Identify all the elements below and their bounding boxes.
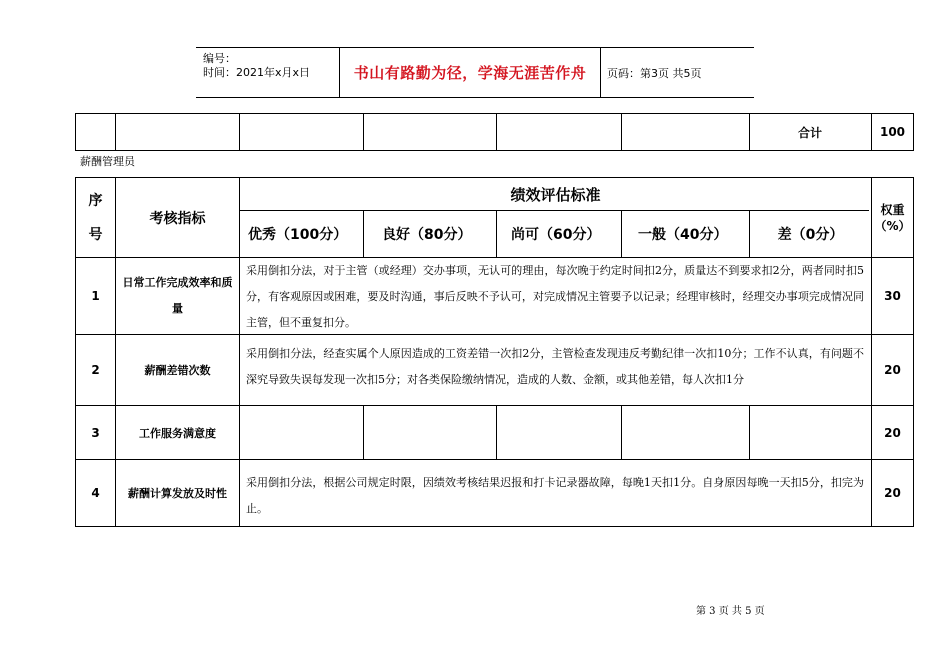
row-indicator: 薪酬计算发放及时性 [128,487,227,500]
grade-good: 良好（80分） [382,227,472,243]
row-weight: 20 [884,425,901,440]
row-standard: 采用倒扣分法，经查实属个人原因造成的工资差错一次扣2分，主管检查发现违反考勤纪律一次扣10分；工作不认真，有问题不深究导致失误每发现一次扣5分；对各类保险缴纳情况，造成的人数、金额，或其他差错，每人次扣1分 [246,347,864,386]
row-number: 3 [91,425,100,440]
col-seq-header: 序号 [88,192,103,243]
row-number: 4 [91,486,100,500]
grade-poor: 差（0分） [777,227,844,243]
row-number: 1 [91,289,100,303]
row-indicator: 日常工作完成效率和质量 [122,276,233,315]
summary-row [75,113,914,151]
row-standard: 采用倒扣分法，对于主管（或经理）交办事项，无认可的理由，每次晚于约定时间扣2分，质量达不到要求扣2分，两者同时扣5分，有客观原因或困难，要及时沟通，事后反映不予认可，对完成情况主管要予以记录；经理审核时，经理交办事项完成情况同主管，但不重复扣分。 [246,264,864,329]
time-label: 时间：2021年x月x日 [203,66,311,79]
row-standard: 采用倒扣分法，根据公司规定时限，因绩效考核结果迟报和打卡记录器故障，每晚1天扣1分。自身原因每晚一天扣5分，扣完为止。 [246,476,864,515]
grade-excellent: 优秀（100分） [248,227,348,243]
grade-fair: 尚可（60分） [511,227,601,243]
evaluation-table [75,177,914,527]
total-value: 100 [879,125,906,139]
document-header [196,47,754,98]
motto: 书山有路勤为径，学海无涯苦作舟 [339,48,601,97]
col-standard-header: 绩效评估标准 [510,185,601,204]
row-weight: 20 [884,363,901,377]
section-title: 薪酬管理员 [80,155,135,168]
row-number: 2 [91,363,100,377]
page-indicator: 页码：第3页 共5页 [607,66,702,80]
header-meta [196,48,339,97]
row-weight: 20 [884,486,901,500]
row-weight: 30 [884,289,901,303]
col-weight-header: 权重（%） [874,202,911,233]
grade-average: 一般（40分） [638,227,728,243]
total-label: 合计 [797,125,822,140]
col-indicator-header: 考核指标 [149,210,206,227]
number-label: 编号： [203,52,236,65]
page-footer: 第 3 页 共 5 页 [696,606,765,617]
row-indicator: 工作服务满意度 [139,426,216,440]
row-indicator: 薪酬差错次数 [144,364,211,377]
